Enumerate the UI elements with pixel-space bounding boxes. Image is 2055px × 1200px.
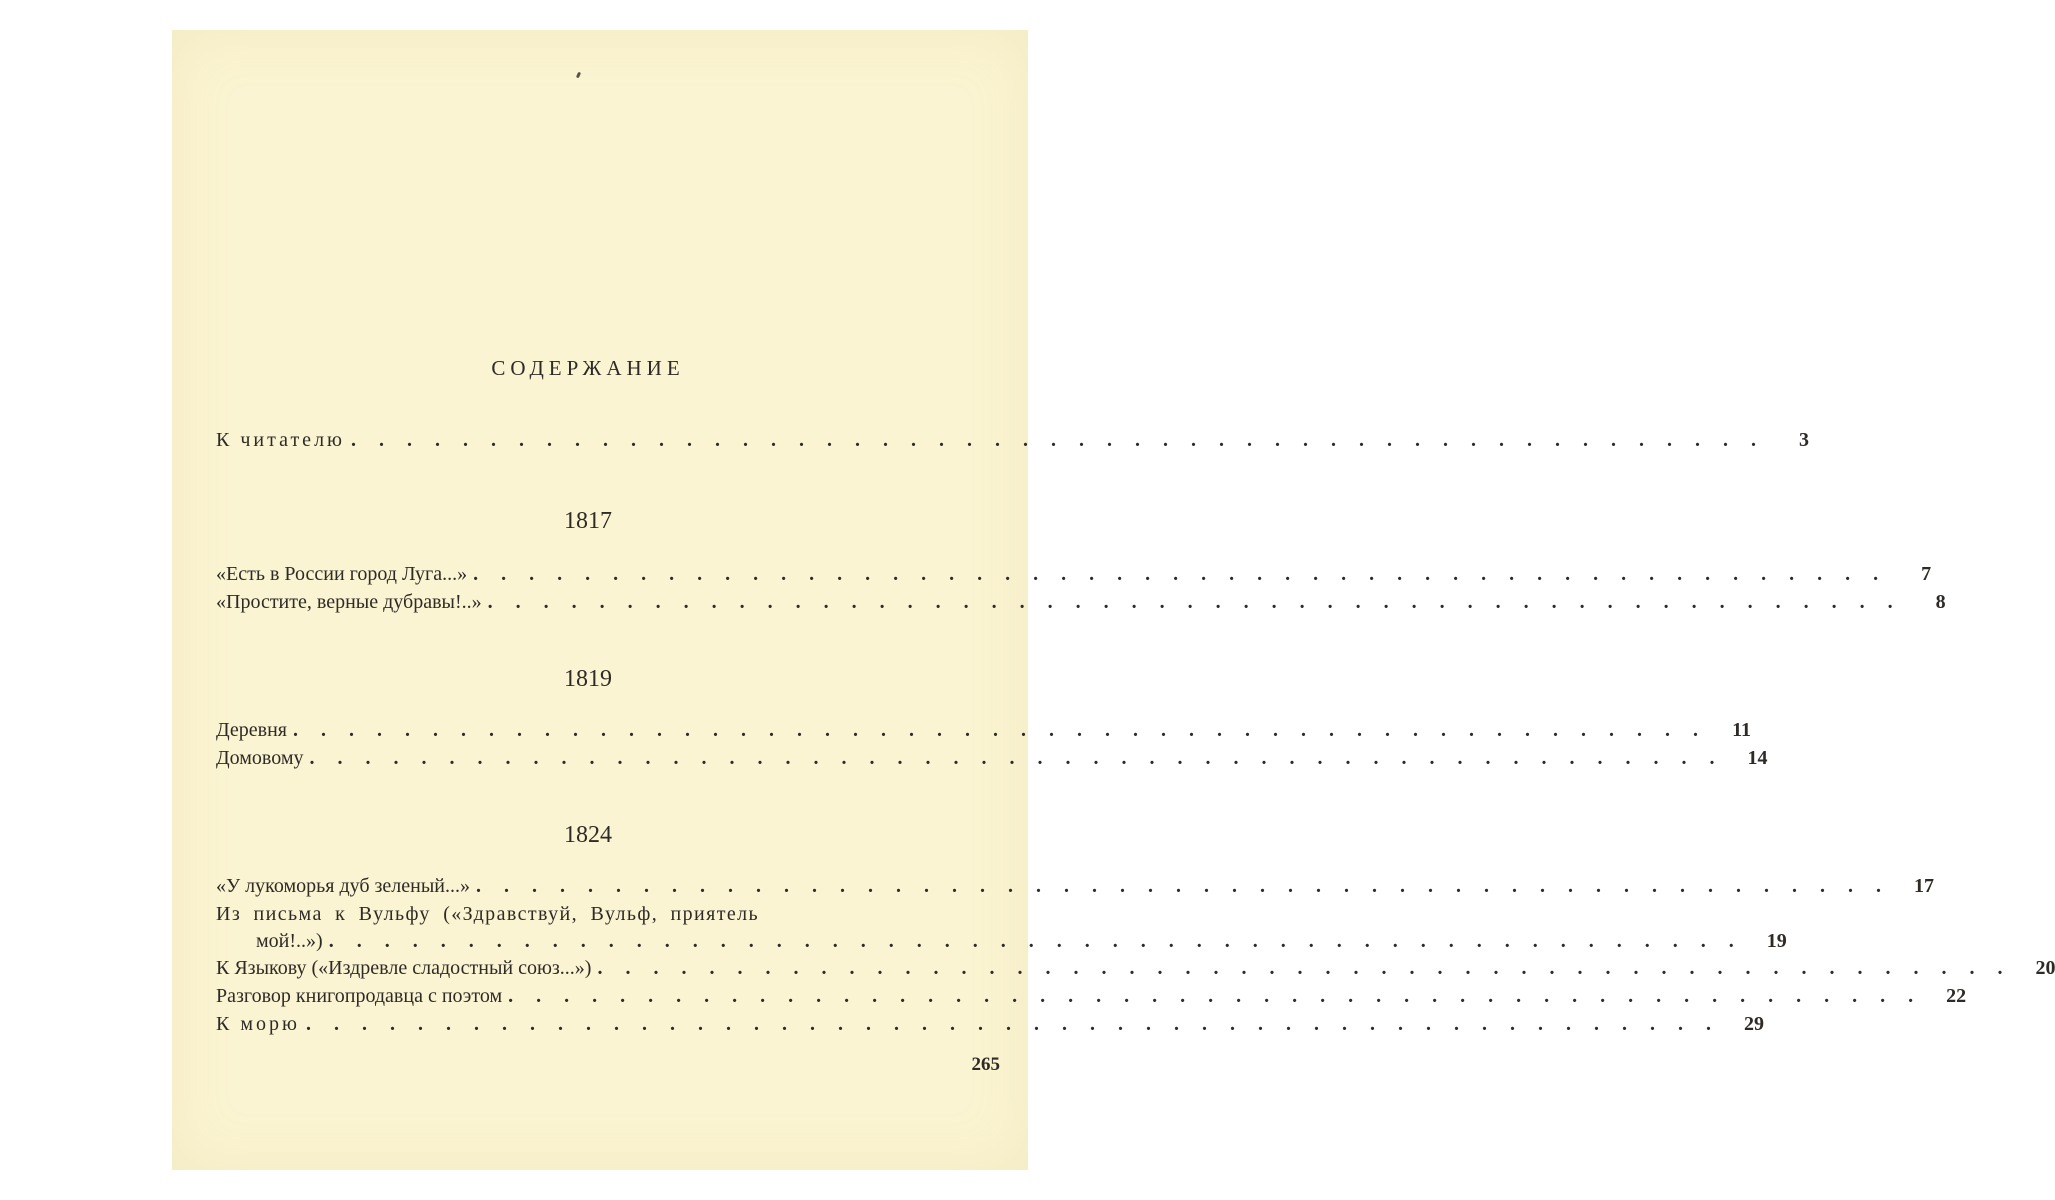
- dot-leader: . . . . . . . . . . . . . . . . . . . . . . . . . . . . . . . . . . . . . . . . . . . . . . . . . . .: [328, 930, 1743, 952]
- year-heading: 1817: [564, 508, 612, 534]
- toc-entry-intro: [216, 426, 1809, 454]
- dot-leader: . . . . . . . . . . . . . . . . . . . . . . . . . . . . . . . . . . . . . . . . . . . . . . . . . . .: [476, 875, 1891, 897]
- dot-leader: . . . . . . . . . . . . . . . . . . . . . . . . . . . . . . . . . . . . . . . . . . . . . . . . . . .: [597, 957, 2012, 979]
- entry-page: 17: [1914, 875, 1935, 897]
- dot-leader: . . . . . . . . . . . . . . . . . . . . . . . . . . . . . . . . . . . . . . . . . . . . . . . . . . .: [305, 1013, 1720, 1035]
- dot-leader: . . . . . . . . . . . . . . . . . . . . . . . . . . . . . . . . . . . . . . . . . . . . . . . . . . .: [473, 563, 1888, 585]
- entry-label: К читателю: [216, 429, 345, 451]
- entry-label-line1: Из письма к Вульфу («Здравствуй, Вульф, приятель: [216, 903, 760, 925]
- dot-leader: . . . . . . . . . . . . . . . . . . . . . . . . . . . . . . . . . . . . . . . . . . . . . . . . . . .: [309, 747, 1724, 769]
- entry-page: 11: [1732, 719, 1751, 741]
- entry-page: 7: [1921, 563, 1932, 585]
- entry-label: «У лукоморья дуб зеленый...»: [216, 875, 471, 897]
- toc-entry: [216, 872, 1935, 900]
- toc-entry: [216, 927, 1787, 955]
- entry-label-continuation: мой!..»): [256, 930, 323, 952]
- entry-page: 19: [1766, 930, 1787, 952]
- entry-page: 14: [1747, 747, 1768, 769]
- entry-page: 20: [2035, 957, 2055, 979]
- toc-entry: [216, 744, 1768, 772]
- year-heading: 1824: [564, 822, 612, 848]
- entry-label: К морю: [216, 1013, 300, 1035]
- entry-page: 3: [1798, 429, 1809, 451]
- entry-label: К Языкову («Издревле сладостный союз...»): [216, 957, 592, 979]
- toc-entry: [216, 954, 2055, 982]
- toc-entry: [216, 716, 1751, 744]
- ink-speck: [576, 72, 581, 79]
- entry-label: «Есть в России город Луга...»: [216, 563, 468, 585]
- toc-entry: [216, 982, 1967, 1010]
- entry-label: Разговор книгопродавца с поэтом: [216, 985, 503, 1007]
- book-page: [172, 30, 2055, 1170]
- toc-entry: [216, 588, 1946, 616]
- year-heading: 1819: [564, 666, 612, 692]
- dot-leader: . . . . . . . . . . . . . . . . . . . . . . . . . . . . . . . . . . . . . . . . . . . . . . . . . . .: [293, 719, 1707, 741]
- entry-label: «Простите, верные дубравы!..»: [216, 591, 482, 613]
- dot-leader: . . . . . . . . . . . . . . . . . . . . . . . . . . . . . . . . . . . . . . . . . . . . . . . . . . .: [508, 985, 1923, 1007]
- entry-page: 8: [1935, 591, 1946, 613]
- toc-entry: [216, 1010, 1764, 1038]
- entry-page: 22: [1946, 985, 1967, 1007]
- toc-title: СОДЕРЖАНИЕ: [491, 356, 685, 380]
- entry-label: Деревня: [216, 719, 287, 741]
- entry-label: Домовому: [216, 747, 304, 769]
- entry-page: 29: [1743, 1013, 1764, 1035]
- page-number: 265: [971, 1054, 1000, 1075]
- toc-entry: [216, 560, 1932, 588]
- dot-leader: . . . . . . . . . . . . . . . . . . . . . . . . . . . . . . . . . . . . . . . . . . . . . . . . . . .: [487, 591, 1902, 613]
- dot-leader: . . . . . . . . . . . . . . . . . . . . . . . . . . . . . . . . . . . . . . . . . . . . . . . . . . .: [350, 429, 1765, 451]
